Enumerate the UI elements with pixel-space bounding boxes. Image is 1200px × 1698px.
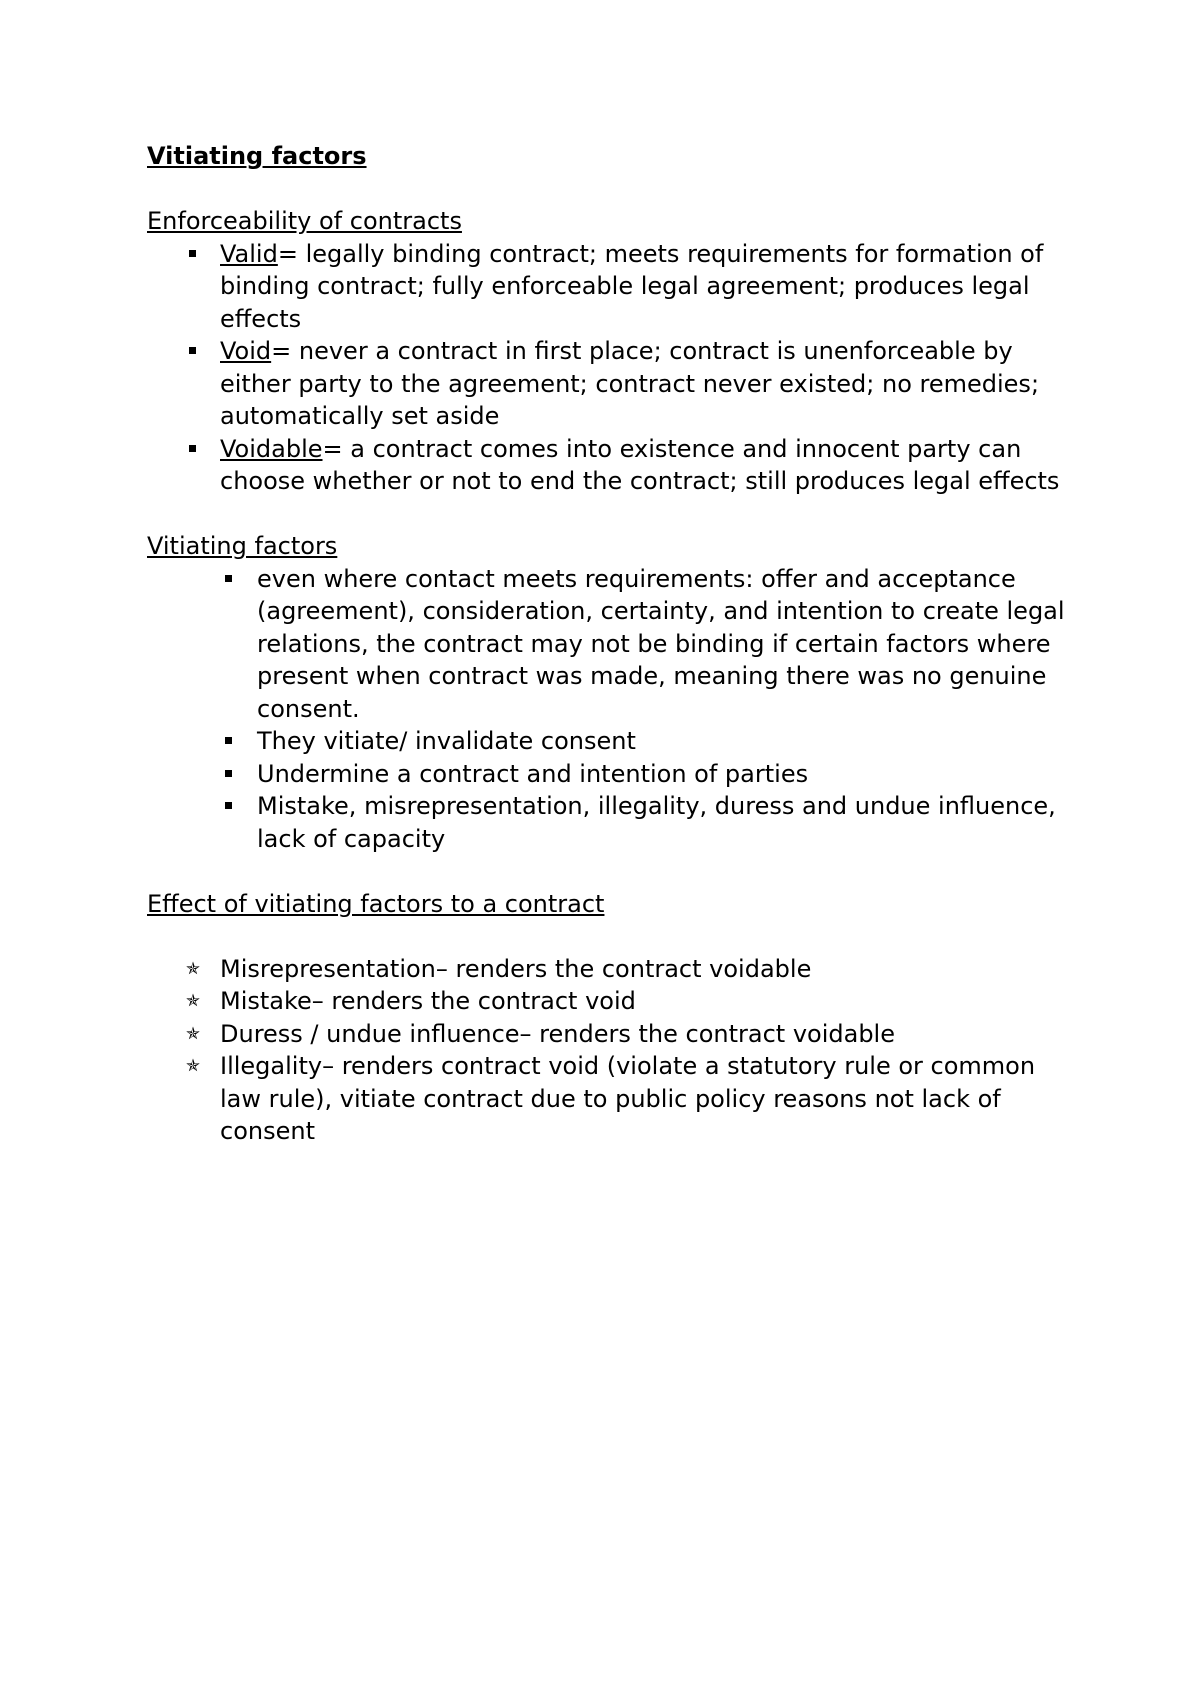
list-item xyxy=(147,725,1067,758)
list-item xyxy=(147,238,1067,336)
document-body xyxy=(147,140,1067,1148)
list-item xyxy=(147,433,1067,498)
star-bullet-icon: ✯ xyxy=(185,1023,201,1044)
definition-text: = never a contract in first place; contract is unenforceable by either party to the agreement; contract never existed; no remedies; automatically set aside xyxy=(220,337,1040,430)
list-item xyxy=(147,758,1067,791)
list-item xyxy=(147,563,1067,726)
list-item xyxy=(147,335,1067,433)
spacer xyxy=(147,855,1067,888)
effect-list xyxy=(147,953,1067,1148)
term-void: Void xyxy=(220,337,272,365)
section-heading-effect: Effect of vitiating factors to a contract xyxy=(147,889,605,918)
vitiating-list xyxy=(147,563,1067,856)
list-item-text: Duress / undue influence– renders the contract voidable xyxy=(220,1019,895,1048)
section-heading-enforceability: Enforceability of contracts xyxy=(147,207,462,235)
list-item-text: Mistake, misrepresentation, illegality, duress and undue influence, lack of capacity xyxy=(257,792,1056,853)
star-bullet-icon: ✯ xyxy=(185,958,201,979)
list-item-text: even where contact meets requirements: offer and acceptance (agreement), consideration, certainty, and intention to create legal relations, the contract may not be binding if certain factors where present when contract was made, meaning there was no genuine consent. xyxy=(257,564,1065,723)
spacer xyxy=(147,920,1067,953)
list-item-text: Illegality– renders contract void (violate a statutory rule or common law rule), vitiate contract due to public policy reasons not lack of consent xyxy=(220,1052,1036,1145)
spacer xyxy=(147,498,1067,531)
enforceability-list xyxy=(147,238,1067,498)
term-valid: Valid xyxy=(220,239,278,268)
section-heading-vitiating: Vitiating factors xyxy=(147,532,338,560)
list-item xyxy=(147,953,1067,986)
list-item-text: Undermine a contract and intention of parties xyxy=(257,759,809,788)
list-item-text: They vitiate/ invalidate consent xyxy=(257,727,636,755)
page-title: Vitiating factors xyxy=(147,142,367,170)
term-voidable: Voidable xyxy=(220,434,323,463)
star-bullet-icon: ✯ xyxy=(185,1056,201,1076)
star-bullet-icon: ✯ xyxy=(185,991,201,1011)
list-item xyxy=(147,985,1067,1018)
definition-text: = legally binding contract; meets requirements for formation of binding contract; fully enforceable legal agreement; produces legal effects xyxy=(220,239,1044,333)
definition-text: = a contract comes into existence and innocent party can choose whether or not to end the contract; still produces legal effects xyxy=(220,434,1060,495)
spacer xyxy=(147,173,1067,206)
list-item-text: Misrepresentation– renders the contract voidable xyxy=(220,954,812,983)
list-item xyxy=(147,1018,1067,1051)
list-item-text: Mistake– renders the contract void xyxy=(220,987,636,1015)
list-item xyxy=(147,790,1067,855)
list-item xyxy=(147,1050,1067,1148)
